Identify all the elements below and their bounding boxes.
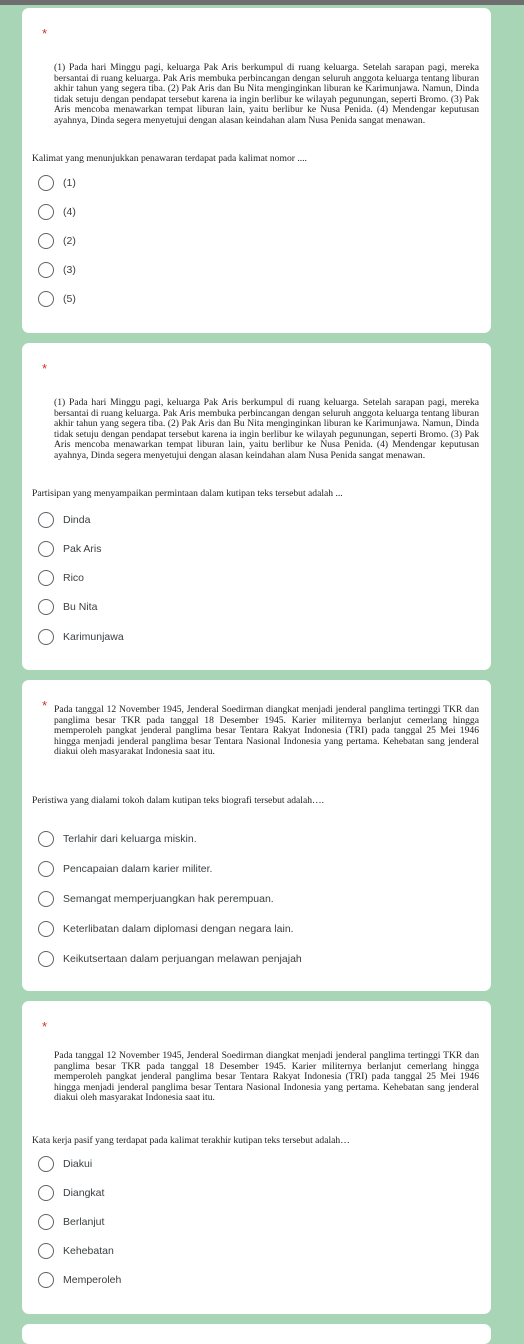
radio-circle-icon[interactable]: [38, 233, 54, 249]
radio-circle-icon[interactable]: [38, 570, 54, 586]
question-prompt: Peristiwa yang dialami tokoh dalam kutipan teks biografi tersebut adalah….: [32, 795, 325, 806]
question-prompt: Kalimat yang menunjukkan penawaran terdapat pada kalimat nomor ....: [32, 153, 307, 164]
required-asterisk: *: [42, 698, 48, 713]
radio-circle-icon[interactable]: [38, 512, 54, 528]
question-passage: (1) Pada hari Minggu pagi, keluarga Pak Aris berkumpul di ruang keluarga. Setelah sarapan pagi, mereka bersantai di ruang keluarga. Pak Aris membuka perbincangan dengan seluruh anggota keluarga tentang liburan akhir tahun yang segera tiba. (2) Pak Aris dan Bu Nita menginginkan liburan ke Karimunjawa. Namun, Dinda tidak setuju dengan pendapat tersebut karena ia ingin berlibur ke wilayah pegunungan, seperti Bromo. (3) Pak Aris mencoba menawarkan tempat liburan lain, yaitu berlibur ke Nusa Penida. (4) Mendengar keputusan ayahnya, Dinda segera menyetujui dengan alasan keindahan alam Nusa Penida sangat menawan.: [54, 397, 479, 461]
question-card-5: [22, 1324, 491, 1344]
option-radio[interactable]: [38, 288, 458, 310]
option-radio[interactable]: [38, 1182, 458, 1204]
option-radio[interactable]: [38, 509, 458, 531]
option-label: Diakui: [63, 1158, 93, 1170]
required-asterisk: *: [42, 1019, 48, 1034]
radio-circle-icon[interactable]: [38, 1214, 54, 1230]
option-label: Rico: [63, 572, 85, 584]
option-radio[interactable]: [38, 626, 458, 648]
radio-circle-icon[interactable]: [38, 204, 54, 220]
option-label: (2): [63, 235, 76, 247]
option-label: (1): [63, 177, 76, 189]
option-radio[interactable]: [38, 201, 458, 223]
option-label: Keikutsertaan dalam perjuangan melawan penjajah: [63, 953, 302, 965]
option-radio[interactable]: [38, 888, 458, 910]
radio-circle-icon[interactable]: [38, 1243, 54, 1259]
radio-circle-icon[interactable]: [38, 175, 54, 191]
option-label: Terlahir dari keluarga miskin.: [63, 833, 197, 845]
required-asterisk: *: [42, 26, 48, 41]
question-card-4: [22, 1001, 491, 1314]
radio-circle-icon[interactable]: [38, 291, 54, 307]
option-radio[interactable]: [38, 230, 458, 252]
option-label: Diangkat: [63, 1187, 105, 1199]
option-radio[interactable]: [38, 918, 458, 940]
option-label: Berlanjut: [63, 1216, 105, 1228]
radio-circle-icon[interactable]: [38, 1272, 54, 1288]
radio-circle-icon[interactable]: [38, 951, 54, 967]
option-radio[interactable]: [38, 948, 458, 970]
radio-circle-icon[interactable]: [38, 541, 54, 557]
question-prompt: Partisipan yang menyampaikan permintaan dalam kutipan teks tersebut adalah ...: [32, 488, 343, 499]
option-label: (5): [63, 293, 76, 305]
option-radio[interactable]: [38, 596, 458, 618]
option-radio[interactable]: [38, 538, 458, 560]
required-asterisk: *: [42, 361, 48, 376]
option-radio[interactable]: [38, 1211, 458, 1233]
question-card-2: [22, 343, 491, 670]
top-bar: [0, 0, 524, 5]
radio-circle-icon[interactable]: [38, 629, 54, 645]
option-radio[interactable]: [38, 1269, 458, 1291]
question-prompt: Kata kerja pasif yang terdapat pada kalimat terakhir kutipan teks tersebut adalah…: [32, 1135, 350, 1146]
radio-circle-icon[interactable]: [38, 861, 54, 877]
option-radio[interactable]: [38, 567, 458, 589]
radio-circle-icon[interactable]: [38, 831, 54, 847]
option-radio[interactable]: [38, 172, 458, 194]
option-radio[interactable]: [38, 1153, 458, 1175]
question-card-3: [22, 680, 491, 991]
option-label: Kehebatan: [63, 1245, 114, 1257]
option-label: Dinda: [63, 514, 91, 526]
option-label: Memperoleh: [63, 1274, 122, 1286]
question-passage: Pada tanggal 12 November 1945, Jenderal Soedirman diangkat menjadi jenderal panglima tertinggi TKR dan panglima besar TKR pada tanggal 18 Desember 1945. Karier militernya berlanjut cemerlang hingga memperoleh pangkat jenderal panglima besar Tentara Rakyat Indonesia (TRI) pada tanggal 25 Mei 1946 hingga menjadi jenderal panglima besar Tentara Nasional Indonesia yang pertama. Kehebatan sang jenderal diakui oleh masyarakat Indonesia saat itu.: [54, 704, 479, 758]
option-label: Semangat memperjuangkan hak perempuan.: [63, 893, 274, 905]
question-passage: (1) Pada hari Minggu pagi, keluarga Pak Aris berkumpul di ruang keluarga. Setelah sarapan pagi, mereka bersantai di ruang keluarga. Pak Aris membuka perbincangan dengan seluruh anggota keluarga tentang liburan akhir tahun yang segera tiba. (2) Pak Aris dan Bu Nita menginginkan liburan ke Karimunjawa. Namun, Dinda tidak setuju dengan pendapat tersebut karena ia ingin berlibur ke wilayah pegunungan, seperti Bromo. (3) Pak Aris mencoba menawarkan tempat liburan lain, yaitu berlibur ke Nusa Penida. (4) Mendengar keputusan ayahnya, Dinda segera menyetujui dengan alasan keindahan alam Nusa Penida sangat menawan.: [54, 62, 479, 126]
radio-circle-icon[interactable]: [38, 921, 54, 937]
radio-circle-icon[interactable]: [38, 262, 54, 278]
option-label: (3): [63, 264, 76, 276]
radio-circle-icon[interactable]: [38, 1185, 54, 1201]
option-label: (4): [63, 206, 76, 218]
radio-circle-icon[interactable]: [38, 891, 54, 907]
question-passage: Pada tanggal 12 November 1945, Jenderal Soedirman diangkat menjadi jenderal panglima tertinggi TKR dan panglima besar TKR pada tanggal 18 Desember 1945. Karier militernya berlanjut cemerlang hingga memperoleh pangkat jenderal panglima besar Tentara Rakyat Indonesia (TRI) pada tanggal 25 Mei 1946 hingga menjadi jenderal panglima besar Tentara Nasional Indonesia yang pertama. Kehebatan sang jenderal diakui oleh masyarakat Indonesia saat itu.: [54, 1050, 479, 1104]
radio-circle-icon[interactable]: [38, 599, 54, 615]
radio-circle-icon[interactable]: [38, 1156, 54, 1172]
option-label: Pencapaian dalam karier militer.: [63, 863, 213, 875]
option-radio[interactable]: [38, 1240, 458, 1262]
question-card-1: [22, 8, 491, 333]
option-radio[interactable]: [38, 259, 458, 281]
option-radio[interactable]: [38, 858, 458, 880]
option-label: Pak Aris: [63, 543, 102, 555]
option-radio[interactable]: [38, 828, 458, 850]
option-label: Karimunjawa: [63, 631, 124, 643]
option-label: Bu Nita: [63, 601, 98, 613]
option-label: Keterlibatan dalam diplomasi dengan negara lain.: [63, 923, 294, 935]
